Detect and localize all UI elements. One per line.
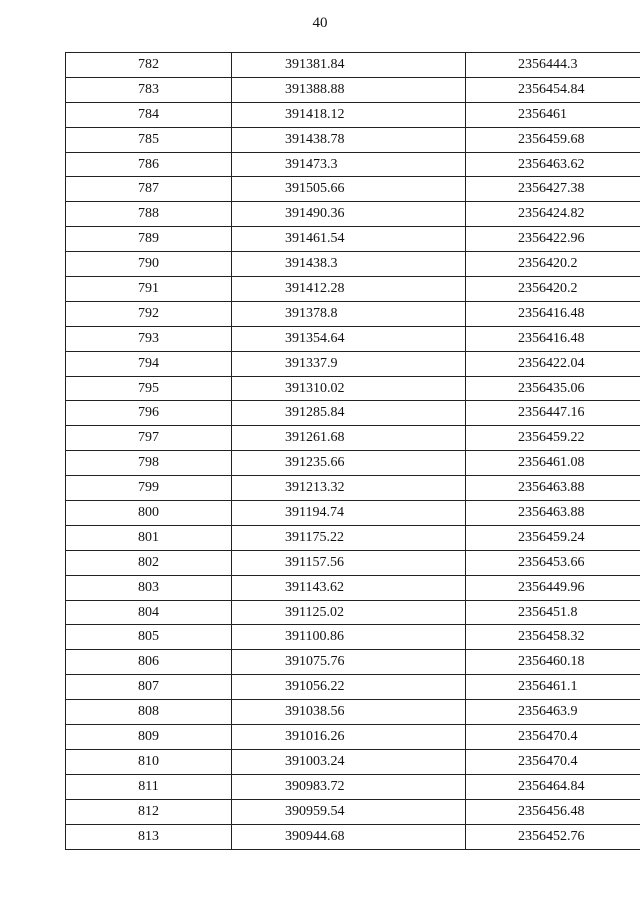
x-coordinate-cell: 391143.62 bbox=[232, 575, 466, 600]
table-row bbox=[66, 725, 640, 750]
x-coordinate-cell: 391418.12 bbox=[232, 102, 466, 127]
y-coordinate-cell: 2356422.96 bbox=[466, 227, 640, 252]
point-number-cell: 808 bbox=[66, 700, 232, 725]
table-row bbox=[66, 476, 640, 501]
x-coordinate-cell: 391354.64 bbox=[232, 326, 466, 351]
point-number-cell: 787 bbox=[66, 177, 232, 202]
y-coordinate-cell: 2356444.3 bbox=[466, 53, 640, 78]
y-coordinate-cell: 2356459.22 bbox=[466, 426, 640, 451]
table-row bbox=[66, 202, 640, 227]
point-number-cell: 788 bbox=[66, 202, 232, 227]
y-coordinate-cell: 2356456.48 bbox=[466, 799, 640, 824]
y-coordinate-cell: 2356424.82 bbox=[466, 202, 640, 227]
point-number-cell: 794 bbox=[66, 351, 232, 376]
x-coordinate-cell: 391388.88 bbox=[232, 77, 466, 102]
table-row bbox=[66, 451, 640, 476]
page-number: 40 bbox=[312, 15, 328, 31]
coordinates-table-body bbox=[66, 53, 640, 850]
y-coordinate-cell: 2356463.9 bbox=[466, 700, 640, 725]
y-coordinate-cell: 2356420.2 bbox=[466, 277, 640, 302]
coordinates-table bbox=[65, 52, 640, 850]
y-coordinate-cell: 2356420.2 bbox=[466, 252, 640, 277]
x-coordinate-cell: 391461.54 bbox=[232, 227, 466, 252]
y-coordinate-cell: 2356461.08 bbox=[466, 451, 640, 476]
y-coordinate-cell: 2356451.8 bbox=[466, 600, 640, 625]
x-coordinate-cell: 391378.8 bbox=[232, 301, 466, 326]
x-coordinate-cell: 391412.28 bbox=[232, 277, 466, 302]
point-number-cell: 782 bbox=[66, 53, 232, 78]
point-number-cell: 805 bbox=[66, 625, 232, 650]
point-number-cell: 803 bbox=[66, 575, 232, 600]
point-number-cell: 804 bbox=[66, 600, 232, 625]
x-coordinate-cell: 391438.3 bbox=[232, 252, 466, 277]
y-coordinate-cell: 2356435.06 bbox=[466, 376, 640, 401]
y-coordinate-cell: 2356461 bbox=[466, 102, 640, 127]
table-row bbox=[66, 501, 640, 526]
y-coordinate-cell: 2356463.88 bbox=[466, 501, 640, 526]
y-coordinate-cell: 2356427.38 bbox=[466, 177, 640, 202]
table-row bbox=[66, 824, 640, 849]
point-number-cell: 786 bbox=[66, 152, 232, 177]
table-row bbox=[66, 525, 640, 550]
x-coordinate-cell: 391175.22 bbox=[232, 525, 466, 550]
x-coordinate-cell: 391125.02 bbox=[232, 600, 466, 625]
point-number-cell: 809 bbox=[66, 725, 232, 750]
x-coordinate-cell: 391473.3 bbox=[232, 152, 466, 177]
y-coordinate-cell: 2356458.32 bbox=[466, 625, 640, 650]
y-coordinate-cell: 2356416.48 bbox=[466, 301, 640, 326]
x-coordinate-cell: 391038.56 bbox=[232, 700, 466, 725]
point-number-cell: 811 bbox=[66, 774, 232, 799]
table-row bbox=[66, 326, 640, 351]
point-number-cell: 795 bbox=[66, 376, 232, 401]
point-number-cell: 783 bbox=[66, 77, 232, 102]
table-row bbox=[66, 127, 640, 152]
y-coordinate-cell: 2356463.88 bbox=[466, 476, 640, 501]
x-coordinate-cell: 391438.78 bbox=[232, 127, 466, 152]
table-row bbox=[66, 575, 640, 600]
y-coordinate-cell: 2356422.04 bbox=[466, 351, 640, 376]
table-row bbox=[66, 625, 640, 650]
point-number-cell: 797 bbox=[66, 426, 232, 451]
x-coordinate-cell: 391003.24 bbox=[232, 749, 466, 774]
point-number-cell: 801 bbox=[66, 525, 232, 550]
x-coordinate-cell: 391016.26 bbox=[232, 725, 466, 750]
table-row bbox=[66, 376, 640, 401]
x-coordinate-cell: 391157.56 bbox=[232, 550, 466, 575]
table-row bbox=[66, 77, 640, 102]
table-row bbox=[66, 426, 640, 451]
table-row bbox=[66, 277, 640, 302]
table-row bbox=[66, 53, 640, 78]
x-coordinate-cell: 391194.74 bbox=[232, 501, 466, 526]
point-number-cell: 807 bbox=[66, 675, 232, 700]
table-row bbox=[66, 774, 640, 799]
y-coordinate-cell: 2356463.62 bbox=[466, 152, 640, 177]
point-number-cell: 813 bbox=[66, 824, 232, 849]
x-coordinate-cell: 391100.86 bbox=[232, 625, 466, 650]
point-number-cell: 792 bbox=[66, 301, 232, 326]
y-coordinate-cell: 2356459.24 bbox=[466, 525, 640, 550]
table-row bbox=[66, 401, 640, 426]
x-coordinate-cell: 390944.68 bbox=[232, 824, 466, 849]
x-coordinate-cell: 391235.66 bbox=[232, 451, 466, 476]
x-coordinate-cell: 391490.36 bbox=[232, 202, 466, 227]
x-coordinate-cell: 390983.72 bbox=[232, 774, 466, 799]
y-coordinate-cell: 2356459.68 bbox=[466, 127, 640, 152]
table-row bbox=[66, 550, 640, 575]
x-coordinate-cell: 391337.9 bbox=[232, 351, 466, 376]
y-coordinate-cell: 2356453.66 bbox=[466, 550, 640, 575]
table-row bbox=[66, 675, 640, 700]
point-number-cell: 790 bbox=[66, 252, 232, 277]
x-coordinate-cell: 391261.68 bbox=[232, 426, 466, 451]
point-number-cell: 806 bbox=[66, 650, 232, 675]
table-row bbox=[66, 152, 640, 177]
x-coordinate-cell: 390959.54 bbox=[232, 799, 466, 824]
table-row bbox=[66, 351, 640, 376]
point-number-cell: 802 bbox=[66, 550, 232, 575]
point-number-cell: 791 bbox=[66, 277, 232, 302]
table-row bbox=[66, 301, 640, 326]
point-number-cell: 789 bbox=[66, 227, 232, 252]
x-coordinate-cell: 391310.02 bbox=[232, 376, 466, 401]
y-coordinate-cell: 2356470.4 bbox=[466, 725, 640, 750]
y-coordinate-cell: 2356461.1 bbox=[466, 675, 640, 700]
point-number-cell: 793 bbox=[66, 326, 232, 351]
point-number-cell: 810 bbox=[66, 749, 232, 774]
y-coordinate-cell: 2356416.48 bbox=[466, 326, 640, 351]
table-row bbox=[66, 252, 640, 277]
x-coordinate-cell: 391505.66 bbox=[232, 177, 466, 202]
table-row bbox=[66, 600, 640, 625]
point-number-cell: 799 bbox=[66, 476, 232, 501]
table-row bbox=[66, 650, 640, 675]
y-coordinate-cell: 2356464.84 bbox=[466, 774, 640, 799]
y-coordinate-cell: 2356452.76 bbox=[466, 824, 640, 849]
table-row bbox=[66, 177, 640, 202]
y-coordinate-cell: 2356470.4 bbox=[466, 749, 640, 774]
x-coordinate-cell: 391381.84 bbox=[232, 53, 466, 78]
point-number-cell: 796 bbox=[66, 401, 232, 426]
x-coordinate-cell: 391056.22 bbox=[232, 675, 466, 700]
x-coordinate-cell: 391075.76 bbox=[232, 650, 466, 675]
table-row bbox=[66, 102, 640, 127]
point-number-cell: 785 bbox=[66, 127, 232, 152]
y-coordinate-cell: 2356460.18 bbox=[466, 650, 640, 675]
table-row bbox=[66, 799, 640, 824]
x-coordinate-cell: 391213.32 bbox=[232, 476, 466, 501]
x-coordinate-cell: 391285.84 bbox=[232, 401, 466, 426]
point-number-cell: 784 bbox=[66, 102, 232, 127]
table-row bbox=[66, 749, 640, 774]
point-number-cell: 812 bbox=[66, 799, 232, 824]
table-row bbox=[66, 700, 640, 725]
y-coordinate-cell: 2356454.84 bbox=[466, 77, 640, 102]
point-number-cell: 798 bbox=[66, 451, 232, 476]
y-coordinate-cell: 2356449.96 bbox=[466, 575, 640, 600]
point-number-cell: 800 bbox=[66, 501, 232, 526]
table-row bbox=[66, 227, 640, 252]
y-coordinate-cell: 2356447.16 bbox=[466, 401, 640, 426]
